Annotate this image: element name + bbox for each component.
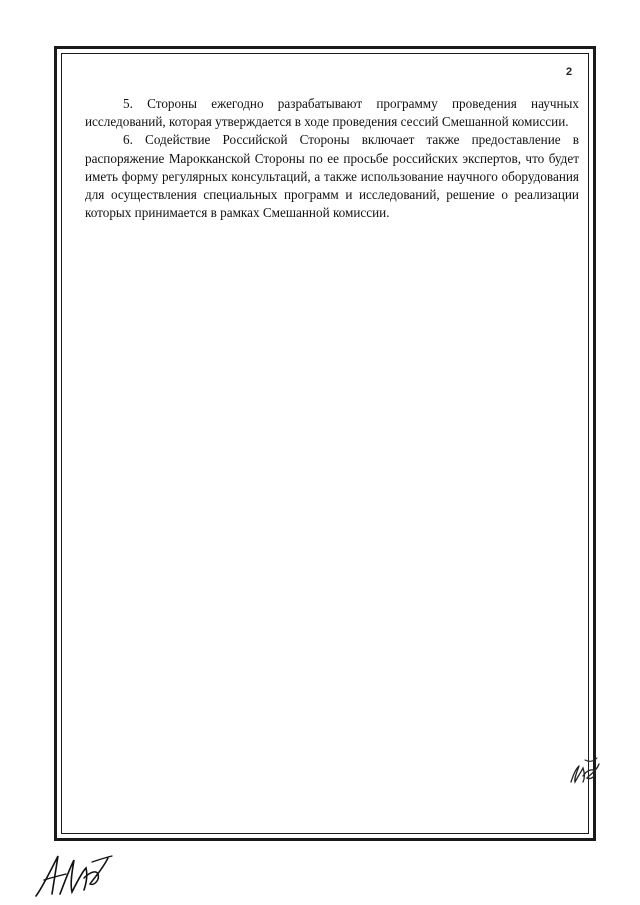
handwritten-signature xyxy=(32,848,118,900)
initials-signature xyxy=(565,752,603,788)
document-body xyxy=(85,95,579,222)
page-number: 2 xyxy=(566,66,573,78)
paragraph-5: 5. Стороны ежегодно разрабатывают программу проведения научных исследований, которая утверждается в ходе проведения сессий Смешанной комиссии. xyxy=(85,96,579,130)
paragraph-6: 6. Содействие Российской Стороны включает также предоставление в распоряжение Марокканской Стороны по ее просьбе российских экспертов, что будет иметь форму регулярных консультаций, а также использование научного оборудования для осуществления специальных программ и исследований, решение о реализации которых принимается в рамках Смешанной комиссии. xyxy=(85,132,579,221)
